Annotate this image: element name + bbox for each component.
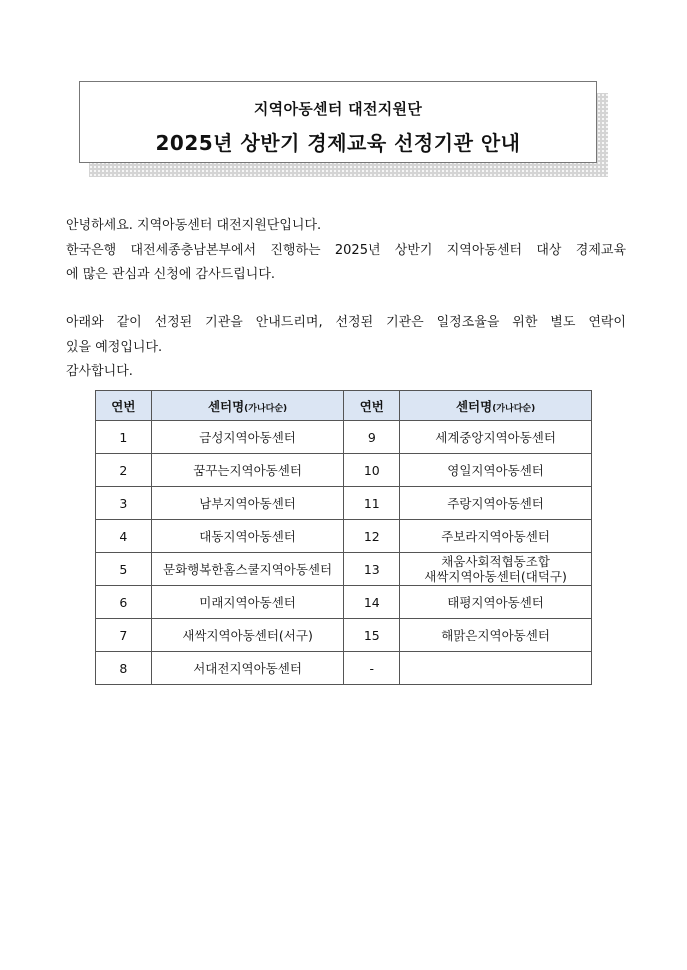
header-name-1 xyxy=(151,391,344,421)
center-name: 세계중앙지역아동센터 xyxy=(400,421,592,454)
thanks-line-2: 에 많은 관심과 신청에 감사드립니다. xyxy=(66,267,276,282)
intro-paragraph xyxy=(66,214,626,288)
row-no: 2 xyxy=(96,454,152,487)
row-no: 5 xyxy=(96,553,152,586)
center-name-two-line xyxy=(400,553,592,586)
table-header-row xyxy=(96,391,592,421)
row-no: 8 xyxy=(96,652,152,685)
center-name: 주보라지역아동센터 xyxy=(400,520,592,553)
row-no: 6 xyxy=(96,586,152,619)
row-no: 15 xyxy=(344,619,400,652)
row-no: 11 xyxy=(344,487,400,520)
header-name-label: 센터명 xyxy=(207,398,245,414)
table-row xyxy=(96,586,592,619)
table-row xyxy=(96,454,592,487)
row-no: 14 xyxy=(344,586,400,619)
row-no: 9 xyxy=(344,421,400,454)
row-no: 7 xyxy=(96,619,152,652)
table-row xyxy=(96,421,592,454)
center-name: 꿈꾸는지역아동센터 xyxy=(151,454,344,487)
center-name: 해맑은지역아동센터 xyxy=(400,619,592,652)
row-no: 4 xyxy=(96,520,152,553)
header-name-note: (가나다순) xyxy=(492,403,536,414)
title-box xyxy=(79,81,597,163)
center-name: 남부지역아동센터 xyxy=(151,487,344,520)
row-no: 10 xyxy=(344,454,400,487)
row-no: - xyxy=(344,652,400,685)
table-row xyxy=(96,487,592,520)
selected-centers-table xyxy=(95,390,592,685)
center-name-line-1: 채움사회적협동조합 xyxy=(441,554,550,569)
center-name: 새싹지역아동센터(서구) xyxy=(151,619,344,652)
title-block xyxy=(79,81,609,177)
title-subtitle: 지역아동센터 대전지원단 xyxy=(253,100,423,118)
header-name-label: 센터명 xyxy=(455,398,493,414)
center-name: 영일지역아동센터 xyxy=(400,454,592,487)
notice-paragraph xyxy=(66,311,626,385)
center-name: 미래지역아동센터 xyxy=(151,586,344,619)
center-name: 대동지역아동센터 xyxy=(151,520,344,553)
notice-line-1: 아래와 같이 선정된 기관을 안내드리며, 선정된 기관은 일정조율을 위한 별도 연락이 xyxy=(66,315,626,330)
center-name: 문화행복한홈스쿨지역아동센터 xyxy=(151,553,344,586)
greeting-text: 안녕하세요. 지역아동센터 대전지원단입니다. xyxy=(66,218,322,233)
center-name: 주랑지역아동센터 xyxy=(400,487,592,520)
table-row xyxy=(96,652,592,685)
center-name: 태평지역아동센터 xyxy=(400,586,592,619)
center-name: 서대전지역아동센터 xyxy=(151,652,344,685)
row-no: 1 xyxy=(96,421,152,454)
closing-text: 감사합니다. xyxy=(66,364,133,379)
title-main: 2025년 상반기 경제교육 선정기관 안내 xyxy=(155,131,521,155)
header-no-2: 연번 xyxy=(344,391,400,421)
center-name-line-2: 새싹지역아동센터(대덕구) xyxy=(424,569,567,584)
header-name-note: (가나다순) xyxy=(244,403,288,414)
row-no: 13 xyxy=(344,553,400,586)
table-row xyxy=(96,553,592,586)
row-no: 12 xyxy=(344,520,400,553)
row-no: 3 xyxy=(96,487,152,520)
center-name: 금성지역아동센터 xyxy=(151,421,344,454)
center-name xyxy=(400,652,592,685)
table-row xyxy=(96,520,592,553)
notice-line-2: 있을 예정입니다. xyxy=(66,339,163,355)
table-row xyxy=(96,619,592,652)
header-no-1: 연번 xyxy=(96,391,152,421)
thanks-line-1: 한국은행 대전세종충남본부에서 진행하는 2025년 상반기 지역아동센터 대상 경제교육 xyxy=(66,242,626,258)
header-name-2 xyxy=(400,391,592,421)
